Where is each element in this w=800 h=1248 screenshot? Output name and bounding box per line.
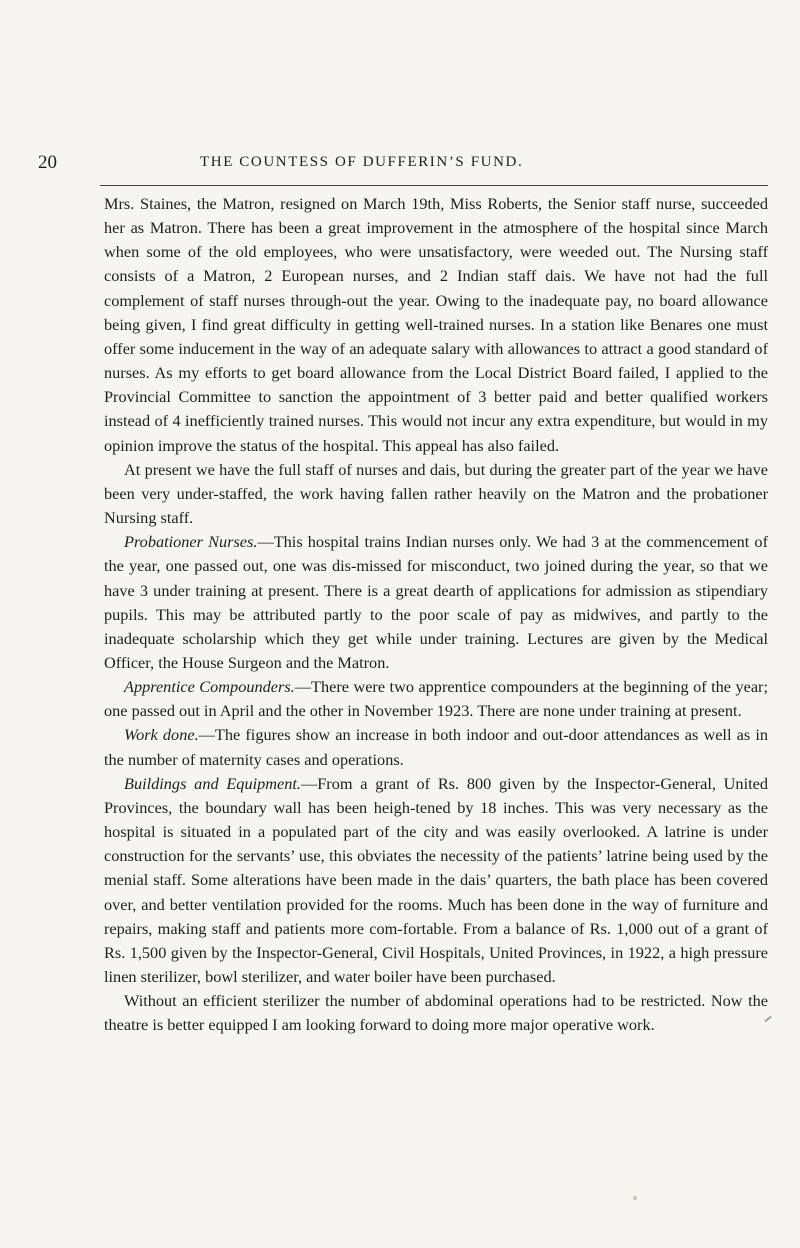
section-heading: Probationer Nurses. <box>124 532 258 552</box>
paragraph-present-staff <box>104 458 768 530</box>
paragraph-text: —This hospital trains Indian nurses only. We had 3 at the commencement of the year, one passed out, one was dis-missed for misconduct, two joined during the year, so that we have 3 under training at present. There is a great dearth of applications for admission as stipendiary pupils. This may be attributed partly to the poor scale of pay as midwives, and partly to the inadequate scholarship which they get while under training. Lectures are given by the Medical Officer, the House Surgeon and the Matron. <box>104 532 768 672</box>
paragraph-work-done <box>104 723 768 771</box>
page-header <box>38 152 768 174</box>
paragraph-text: Mrs. Staines, the Matron, resigned on March 19th, Miss Roberts, the Senior staff nurse, succeeded her as Matron. There has been a great improvement in the atmosphere of the hospital since March when some of the old employees, who were unsatisfactory, were weeded out. The Nursing staff consists of a Matron, 2 European nurses, and 2 Indian staff dais. We have not had the full complement of staff nurses through-out the year. Owing to the inadequate pay, no board allowance being given, I find great difficulty in getting well-trained nurses. In a station like Benares one must offer some inducement in the way of an adequate salary with allowances to attract a good standard of nurses. As my efforts to get board allowance from the Local District Board failed, I applied to the Provincial Committee to sanction the appointment of 3 better paid and better qualified workers instead of 4 inefficiently trained nurses. This would not incur any extra expenditure, but would in my opinion improve the status of the hospital. This appeal has also failed. <box>104 194 768 455</box>
header-rule <box>100 185 768 186</box>
paragraph-staff <box>104 192 768 458</box>
paragraph-text: —There were two apprentice compounders at the beginning of the year; one passed out in April and the other in November 1923. There are none under training at present. <box>104 677 769 721</box>
paragraph-probationer-nurses <box>104 530 768 675</box>
ink-dot <box>633 1196 637 1200</box>
body-text <box>104 192 768 1037</box>
running-title: THE COUNTESS OF DUFFERIN’S FUND. <box>200 154 524 170</box>
paragraph-buildings-equipment <box>104 772 768 989</box>
section-heading: Apprentice Compounders. <box>124 677 295 697</box>
paragraph-text: At present we have the full staff of nurses and dais, but during the greater part of the year we have been very under-staffed, the work having fallen rather heavily on the Matron and the probationer Nursing staff. <box>104 459 768 528</box>
paragraph-text: —From a grant of Rs. 800 given by the Inspector-General, United Provinces, the boundary wall has been heigh-tened by 18 inches. This was very necessary as the hospital is situated in a populated part of the city and was easily overlooked. A latrine is under construction for the servants’ use, this obviates the necessity of the patients’ latrine being used by the menial staff. Some alterations have been made in the dais’ quarters, the bath place has been covered over, and better ventilation provided for the rooms. Much has been done in the way of furniture and repairs, making staff and patients more com-fortable. From a balance of Rs. 1,000 out of a grant of Rs. 1,500 given by the Inspector-General, Civil Hospitals, United Provinces, in 1922, a high pressure linen sterilizer, bowl sterilizer, and water boiler have been purchased. <box>104 773 768 986</box>
paragraph-text: Without an efficient sterilizer the number of abdominal operations had to be restricted. Now the theatre is better equipped I am looking forward to doing more major operative work. <box>104 991 768 1035</box>
page-number: 20 <box>38 152 57 173</box>
section-heading: Work done. <box>124 725 199 745</box>
paragraph-text: —The figures show an increase in both indoor and out-door attendances as well as in the number of maternity cases and operations. <box>104 725 769 769</box>
paragraph-sterilizer <box>104 989 768 1037</box>
paragraph-apprentice-compounders <box>104 675 768 723</box>
section-heading: Buildings and Equipment. <box>124 773 301 793</box>
